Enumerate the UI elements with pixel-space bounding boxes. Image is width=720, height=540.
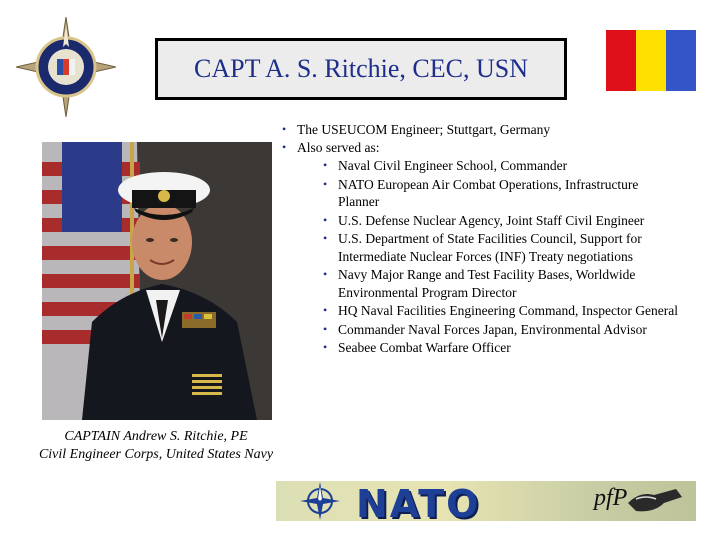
sub-list-item [321,212,680,230]
useucom-compass-seal-icon [16,17,116,117]
sub-bullet-text: NATO European Air Combat Operations, Infrastructure Planner [338,176,639,209]
sub-bullet-text: Naval Civil Engineer School, Commander [338,158,568,173]
sub-list-item [321,339,680,357]
bullet-list [280,121,680,357]
portrait-photo [42,142,272,420]
flag-stripe-yellow [636,30,666,91]
photo-caption [8,428,304,464]
sub-list-item [321,302,680,320]
nato-pfp-banner [276,481,696,521]
title-box [155,38,567,100]
flag-stripe-blue [666,30,696,91]
list-item [280,121,680,139]
caption-line-2: Civil Engineer Corps, United States Navy [38,447,274,462]
sub-bullet-text: Seabee Combat Warfare Officer [338,340,511,355]
sub-bullet-text: U.S. Department of State Facilities Council, Support for Intermediate Nuclear Forces (INF) Treaty negotiations [338,231,642,264]
sub-list-item [321,321,680,339]
sub-bullet-text: HQ Naval Facilities Engineering Command, Inspector General [338,303,679,318]
page-title: CAPT A. S. Ritchie, CEC, USN [194,54,528,83]
bullet-text: The USEUCOM Engineer; Stuttgart, Germany [297,122,551,137]
pfp-label: pfP [594,485,628,511]
sub-bullet-text: Navy Major Range and Test Facility Bases, Worldwide Environmental Program Director [338,267,636,300]
nato-label: NATO [356,482,481,521]
flag-stripe-red [606,30,636,91]
bullet-text: Also served as: [297,139,380,155]
sub-list-item [321,157,680,175]
caption-line-1: CAPTAIN Andrew S. Ritchie, PE [64,429,248,444]
sub-list-item [321,176,680,211]
sub-list-item [321,230,680,265]
nato-compass-star-icon [294,482,346,520]
list-item [280,139,680,357]
sub-bullet-text: Commander Naval Forces Japan, Environmental Advisor [338,321,647,337]
sub-bullet-text: U.S. Defense Nuclear Agency, Joint Staff Civil Engineer [338,212,645,228]
tricolor-flag-icon [606,30,696,91]
sub-list-item [321,266,680,301]
